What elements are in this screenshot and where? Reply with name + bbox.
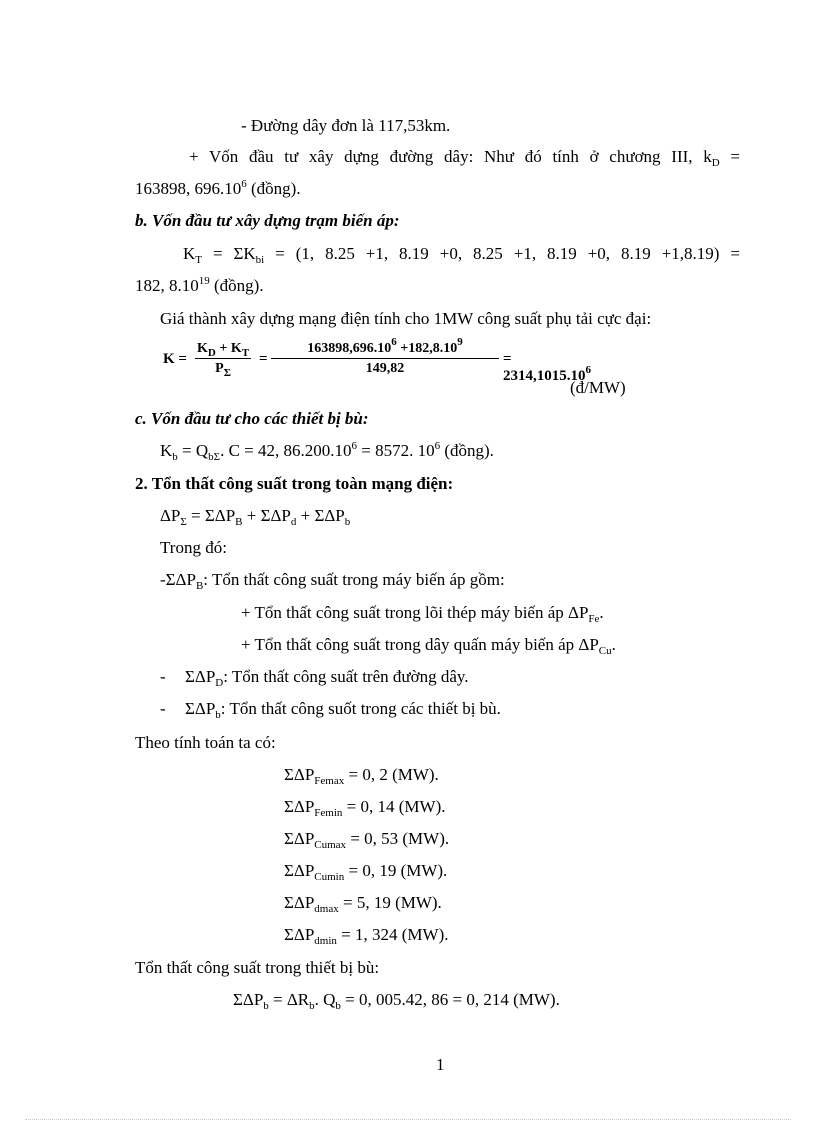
cost-equation bbox=[163, 337, 603, 387]
line-theo-tinh-toan: Theo tính toán ta có: bbox=[135, 733, 276, 752]
unit-label: (đ/MW) bbox=[570, 378, 626, 397]
fraction-numeric bbox=[271, 336, 499, 377]
line-single-line-length: - Đường dây đơn là 117,53km. bbox=[241, 116, 451, 135]
fraction-symbolic-numerator: $K_D + K_T$ bbox=[197, 341, 250, 359]
sub-bullet-winding-loss: + Tổn thất công suất trong dây quấn máy biến áp $\Delta P_{Cu}$. bbox=[241, 635, 616, 657]
line-line-investment-value: 163898, 696.10$^6$ (đồng). bbox=[135, 178, 301, 198]
heading-compensation-investment: c. Vốn đầu tư cho các thiết bị bù: bbox=[135, 409, 369, 428]
line-trong-do: Trong đó: bbox=[160, 538, 227, 557]
heading-substation-investment: b. Vốn đầu tư xây dựng trạm biến áp: bbox=[135, 211, 400, 230]
line-cost-intro: Giá thành xây dựng mạng điện tính cho 1MW công suất phụ tải cực đại: bbox=[160, 309, 652, 328]
result-line: $\Sigma\Delta P_{Femax} = 0$, 2 (MW). bbox=[284, 765, 439, 787]
line-line-investment: + Vốn đầu tư xây dựng đường dây: Như đó tính ở chương III, $k_D$ = bbox=[189, 147, 740, 169]
line-kb-formula: $K_b = Q_{b\Sigma}$. C = 42, $86.200.10^6 = 8572$. $10^6$ (đồng). bbox=[160, 440, 494, 463]
eq-lhs: K = bbox=[163, 351, 187, 367]
result-line: $\Sigma\Delta P_{Cumin} = 0$, 19 (MW). bbox=[284, 861, 448, 883]
fraction-numeric-numerator: $163898,696.10^6 +182,8.10^9$ bbox=[271, 341, 499, 359]
fraction-numeric-denominator: 149,82 bbox=[365, 361, 405, 376]
heading-power-loss: 2. Tổn thất công suất trong toàn mạng điện: bbox=[135, 474, 454, 493]
bullet-line-loss: $\Sigma\Delta P_D$: Tổn thất công suất trên đường dây. bbox=[185, 667, 469, 689]
bullet-dash: - bbox=[160, 667, 166, 686]
page-bottom-divider bbox=[25, 1119, 791, 1120]
eq-sign: = bbox=[259, 351, 268, 367]
result-line: $\Sigma\Delta P_{dmax} = 5$, 19 (MW). bbox=[284, 893, 442, 915]
bullet-dash: - bbox=[160, 699, 166, 718]
page-number: 1 bbox=[436, 1055, 445, 1074]
result-line: $\Sigma\Delta P_{dmin} = 1$, 324 (MW). bbox=[284, 925, 449, 947]
line-compensation-loss-intro: Tổn thất công suất trong thiết bị bù: bbox=[135, 958, 380, 977]
bullet-transformer-loss: $-\Sigma\Delta P_B$: Tổn thất công suất trong máy biến áp gồm: bbox=[160, 570, 505, 592]
result-line: $\Sigma\Delta P_{Femin} = 0$, 14 (MW). bbox=[284, 797, 446, 819]
result-line: $\Sigma\Delta P_{Cumax} = 0$, 53 (MW). bbox=[284, 829, 450, 851]
fraction-symbolic-denominator: $P_\Sigma$ bbox=[215, 361, 231, 379]
line-kt-value: 182, 8.10$^{19}$ (đồng). bbox=[135, 275, 264, 295]
bullet-compensation-loss: $\Sigma\Delta P_b$: Tổn thất công suốt trong các thiết bị bù. bbox=[185, 699, 501, 721]
line-total-loss-formula: $\Delta P_\Sigma = \Sigma\Delta P_B + \Sigma\Delta P_d + \Sigma\Delta P_b$ bbox=[160, 506, 351, 528]
line-compensation-loss-formula: $\Sigma\Delta P_b = \Delta R_b$. $Q_b = 0$, 005.42, 86 = 0, 214 (MW). bbox=[233, 990, 560, 1012]
fraction-symbolic bbox=[195, 341, 251, 377]
eq-result: = $2314,1015.10^6$ bbox=[503, 351, 591, 384]
line-kt-formula: $K_T = \Sigma K_{bi} = (1$, 8.25 +1, 8.19 +0, 8.25 +1, 8.19 +0, 8.19 +1,8.19) = bbox=[183, 244, 740, 266]
sub-bullet-core-loss: + Tổn thất công suất trong lõi thép máy biến áp $\Delta P_{Fe}$. bbox=[241, 603, 604, 625]
